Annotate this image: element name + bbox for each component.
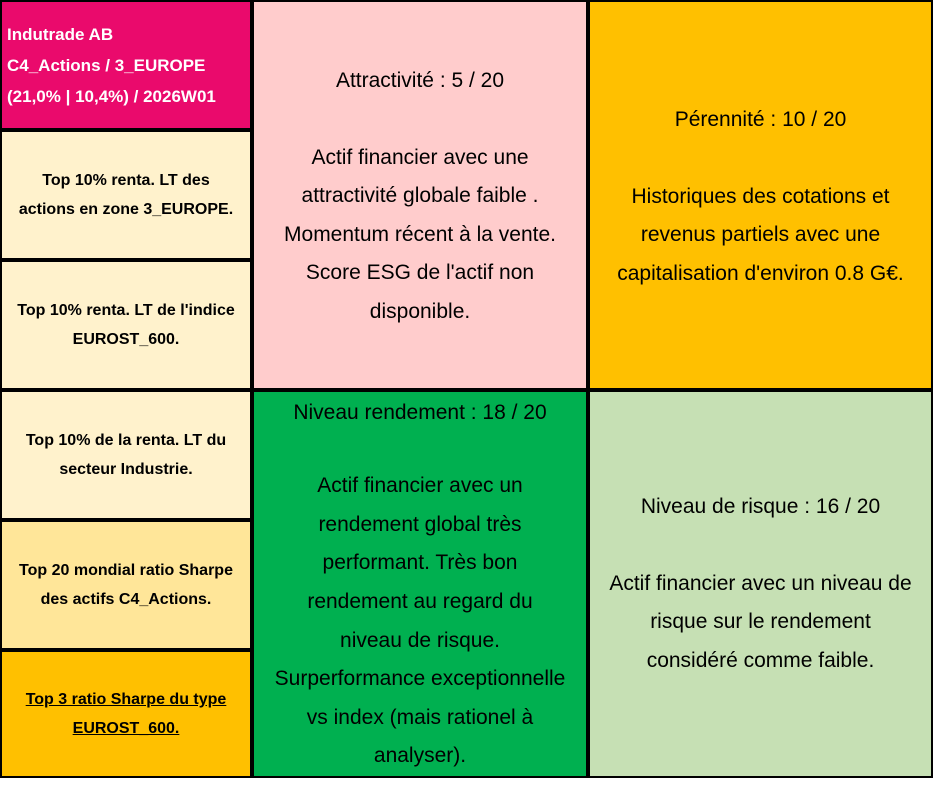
highlight-line: des actifs C4_Actions. <box>40 591 212 608</box>
highlight-index <box>0 260 252 390</box>
highlight-sector <box>0 390 252 520</box>
perennite-title: Pérennité : 10 / 20 <box>674 108 847 131</box>
rendement-line: analyser). <box>373 744 467 768</box>
highlight-line: Top 3 ratio Sharpe du type <box>25 691 227 708</box>
attractivite-title: Attractivité : 5 / 20 <box>335 69 505 92</box>
rendement-line: rendement global très <box>318 512 522 536</box>
highlight-line: secteur Industrie. <box>59 461 193 478</box>
risque-title: Niveau de risque : 16 / 20 <box>640 495 881 518</box>
rendement-line: Surperformance exceptionnelle <box>274 667 566 691</box>
highlight-line: EUROST_600. <box>72 720 180 737</box>
attractivite-line: Momentum récent à la vente. <box>284 222 556 246</box>
attractivite-line: Actif financier avec une <box>311 145 529 169</box>
perennite-line: revenus partiels avec une <box>640 223 881 247</box>
risque-line: Actif financier avec un niveau de <box>609 571 912 595</box>
rendement-line: niveau de risque. <box>340 628 500 652</box>
perennite-panel <box>588 0 933 390</box>
rendement-line: Actif financier avec un <box>317 474 523 498</box>
highlight-line: Top 20 mondial ratio Sharpe <box>19 562 233 579</box>
highlight-sharpe-type-link[interactable] <box>0 650 252 778</box>
highlight-line: Top 10% renta. LT des <box>42 172 210 189</box>
asset-category: C4_Actions / 3_EUROPE <box>7 55 206 75</box>
rendement-line: vs index (mais rationel à <box>306 705 534 729</box>
highlight-line: Top 10% renta. LT de l'indice <box>17 302 235 319</box>
highlight-zone-europe <box>0 130 252 260</box>
rendement-panel <box>252 390 588 778</box>
rendement-line: performant. Très bon <box>322 551 518 575</box>
attractivite-panel <box>252 0 588 390</box>
attractivite-line: attractivité globale faible . <box>301 184 539 208</box>
rendement-line: rendement au regard du <box>307 590 533 614</box>
highlight-line: EUROST_600. <box>72 331 180 348</box>
highlight-sharpe-world <box>0 520 252 650</box>
risque-panel <box>588 390 933 778</box>
asset-header <box>0 0 252 130</box>
risque-line: risque sur le rendement <box>650 610 871 634</box>
asset-stats: (21,0% | 10,4%) / 2026W01 <box>7 86 216 106</box>
perennite-line: capitalisation d'environ 0.8 G€. <box>617 261 904 285</box>
attractivite-line: Score ESG de l'actif non <box>305 261 535 285</box>
asset-name: Indutrade AB <box>7 24 114 44</box>
attractivite-line: disponible. <box>369 299 471 323</box>
perennite-line: Historiques des cotations et <box>631 184 890 208</box>
rendement-title: Niveau rendement : 18 / 20 <box>293 401 547 424</box>
risque-line: considéré comme faible. <box>646 648 875 672</box>
highlight-line: Top 10% de la renta. LT du <box>25 432 227 449</box>
highlight-line: actions en zone 3_EUROPE. <box>18 201 234 218</box>
